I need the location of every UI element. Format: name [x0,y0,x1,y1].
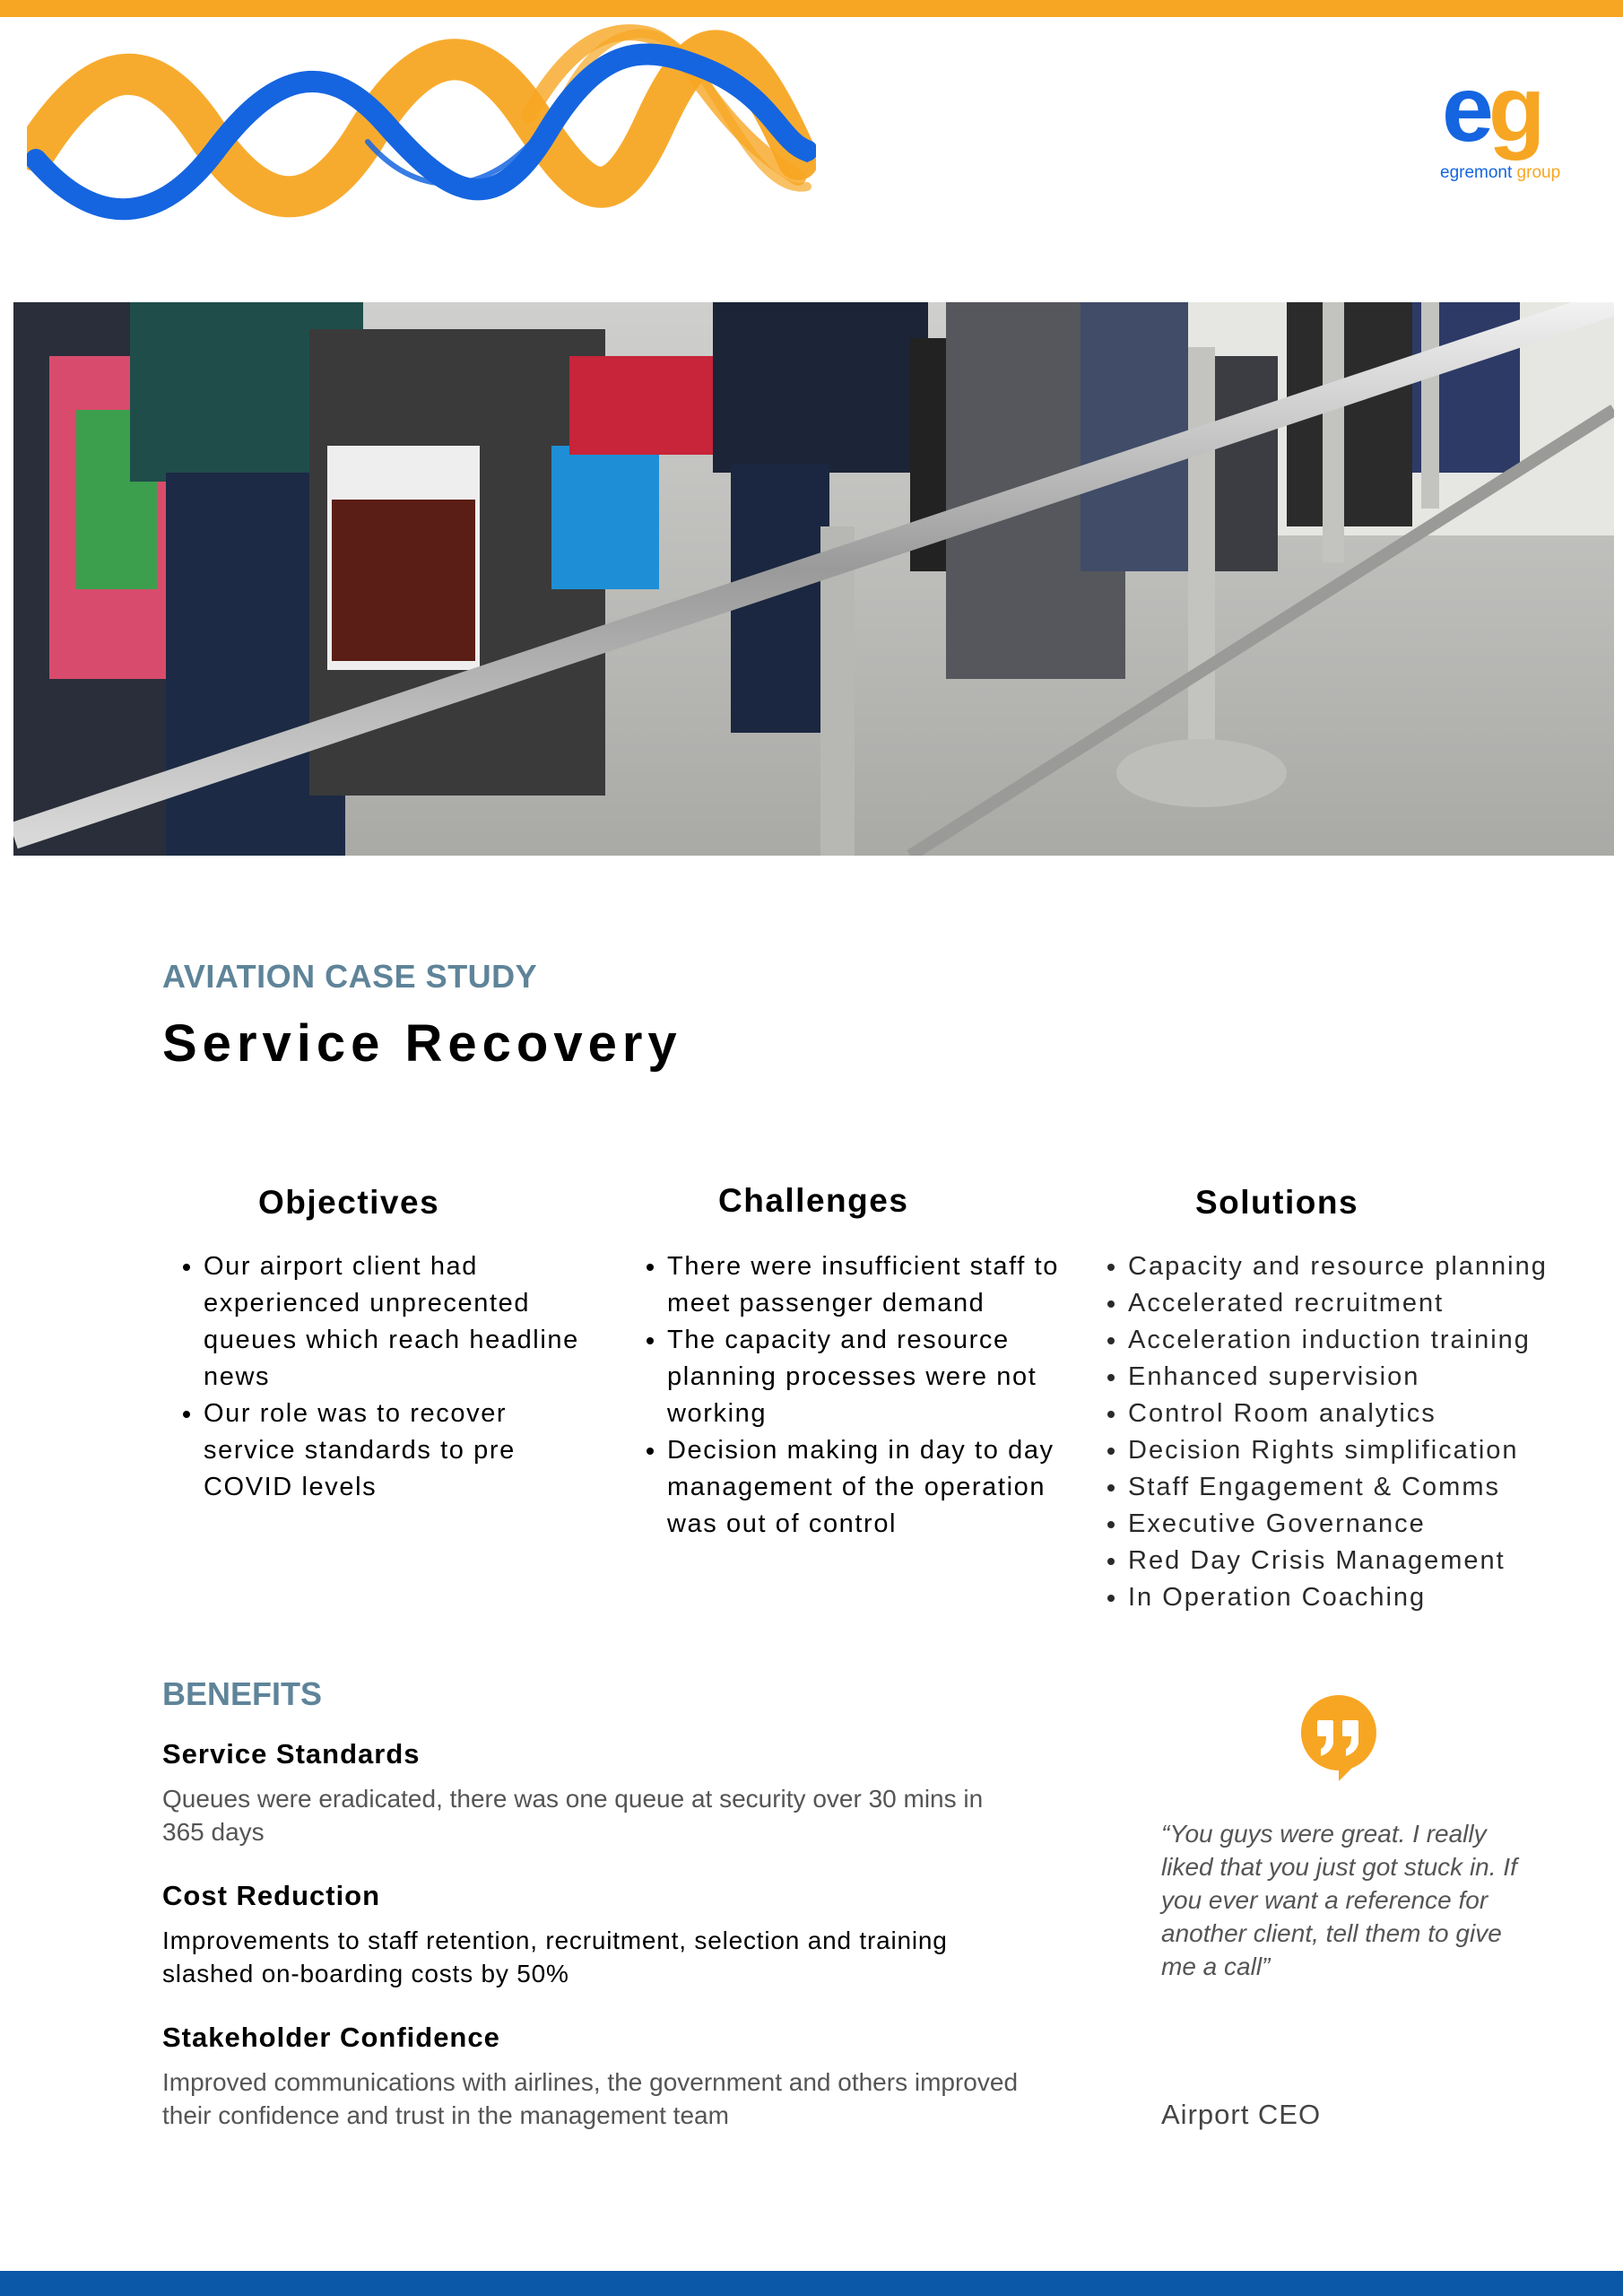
benefit-title: Cost Reduction [162,1880,381,1911]
testimonial-author: Airport CEO [1161,2099,1322,2130]
list-item: • Executive Governance [1128,1506,1623,1543]
benefit-title: Stakeholder Confidence [162,2022,500,2053]
page-title: Service Recovery [162,1014,682,1073]
solutions-list [1087,1248,1623,1616]
brush-wave-graphic [27,16,816,240]
list-item: • The capacity and resource planning processes were not working [667,1322,1062,1432]
hero-photo [13,302,1614,856]
logo-mark: eg [1442,57,1541,161]
solutions-heading: Solutions [1195,1184,1359,1221]
list-item: • Decision making in day to day management of the operation was out of control [667,1432,1062,1543]
list-item: • Control Room analytics [1128,1396,1623,1432]
case-study-eyebrow: AVIATION CASE STUDY [162,958,538,995]
benefit-text: Improved communications with airlines, the government and others improved their confidence and trust in the management team [162,2068,1019,2129]
egremont-logo[interactable] [1426,57,1569,188]
list-item: • Red Day Crisis Management [1128,1543,1623,1579]
list-item: • Decision Rights simplification [1128,1432,1623,1469]
list-item: • Our role was to recover service standards to pre COVID levels [204,1396,598,1506]
objectives-heading: Objectives [258,1184,440,1221]
list-item: • Accelerated recruitment [1128,1285,1623,1322]
list-item: • Enhanced supervision [1128,1359,1623,1396]
benefits-heading: BENEFITS [162,1675,323,1712]
benefit-text: Improvements to staff retention, recruitment, selection and training slashed on-boarding costs by 50% [162,1926,948,1987]
list-item: • There were insufficient staff to meet passenger demand [667,1248,1062,1322]
bottom-accent-bar [0,2271,1623,2296]
logo-wordmark: egremont group [1440,163,1561,182]
list-item: • Capacity and resource planning [1128,1248,1623,1285]
challenges-list [626,1248,1062,1543]
objectives-list [162,1248,598,1506]
benefit-text: Queues were eradicated, there was one queue at security over 30 mins in 365 days [162,1785,984,1846]
list-item: • In Operation Coaching [1128,1579,1623,1616]
list-item: • Acceleration induction training [1128,1322,1623,1359]
list-item: • Staff Engagement & Comms [1128,1469,1623,1506]
list-item: • Our airport client had experienced unprecented queues which reach headline news [204,1248,598,1396]
quote-icon [1299,1693,1378,1783]
top-accent-bar [0,0,1623,17]
testimonial-quote: “You guys were great. I really liked that you just got stuck in. If you ever want a reference for another client, tell them to give me a call” [1161,1820,1517,1980]
benefit-title: Service Standards [162,1738,421,1770]
challenges-heading: Challenges [718,1182,909,1219]
